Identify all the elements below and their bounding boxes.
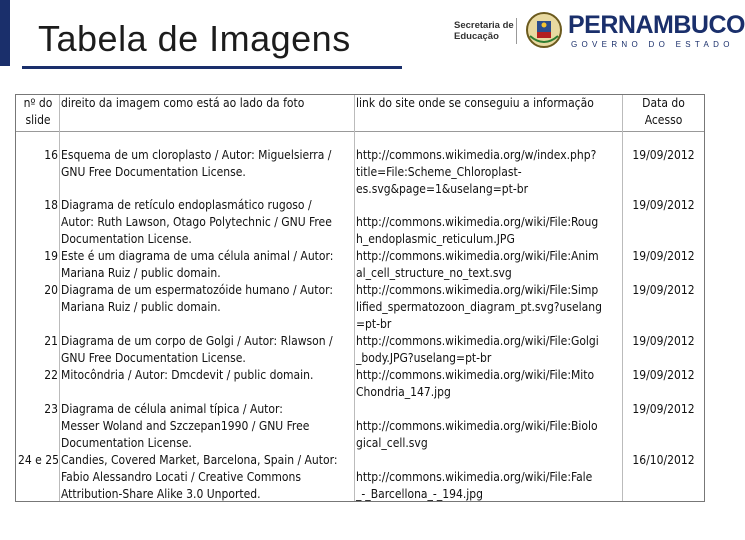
cell-link — [356, 197, 621, 248]
images-table — [15, 94, 705, 502]
cell-rights — [61, 282, 353, 316]
cell-slide-line: 24 e 25 — [18, 453, 59, 467]
secretaria-line1: Secretaria de — [454, 20, 514, 31]
cell-link-line — [356, 401, 621, 418]
cell-rights-line: Candies, Covered Market, Barcelona, Spain / Autor: — [61, 453, 338, 467]
cell-rights-line: Diagrama de um espermatozóide humano / Autor: — [61, 283, 333, 297]
cell-date — [623, 147, 704, 164]
cell-slide — [18, 452, 58, 469]
cell-slide-line: 19 — [44, 249, 58, 263]
cell-slide — [18, 367, 58, 384]
cell-link — [356, 333, 621, 367]
secretaria-line2: Educação — [454, 31, 499, 42]
header-slide-line1: nº do — [23, 96, 53, 110]
cell-link-line: al_cell_structure_no_text.svg — [356, 266, 512, 280]
header-slide-line2: slide — [25, 113, 51, 127]
cell-link-line: _-_Barcellona_-_194.jpg — [356, 487, 483, 501]
cell-link — [356, 147, 621, 198]
cell-link-line: http://commons.wikimedia.org/wiki/File:Mito — [356, 368, 595, 382]
cell-date — [623, 197, 704, 214]
cell-slide-line: 21 — [44, 334, 58, 348]
cell-date — [623, 282, 704, 299]
cell-slide-line: 23 — [44, 402, 58, 416]
cell-link-line: http://commons.wikimedia.org/wiki/File:Simp — [356, 283, 599, 297]
cell-date — [623, 333, 704, 350]
cell-rights-line: Mariana Ruiz / public domain. — [61, 300, 221, 314]
cell-rights-line: Attribution-Share Alike 3.0 Unported. — [61, 487, 261, 501]
logo-divider — [516, 18, 517, 44]
cell-rights — [61, 401, 353, 452]
header-rights: direito da imagem como está ao lado da foto — [61, 96, 305, 110]
cell-date-line: 19/09/2012 — [632, 334, 695, 348]
state-seal-icon — [524, 10, 564, 50]
title-block — [22, 0, 402, 69]
cell-rights — [61, 367, 353, 384]
cell-rights-line: Mitocôndria / Autor: Dmcdevit / public domain. — [61, 368, 314, 382]
cell-link-line — [356, 197, 621, 214]
cell-slide — [18, 282, 58, 299]
cell-rights-line: GNU Free Documentation License. — [61, 165, 246, 179]
cell-rights-line: Diagrama de um corpo de Golgi / Autor: Rlawson / — [61, 334, 333, 348]
cell-slide — [18, 248, 58, 265]
cell-rights — [61, 333, 353, 367]
cell-rights — [61, 147, 353, 181]
cell-rights-line: Autor: Ruth Lawson, Otago Polytechnic / GNU Free — [61, 215, 332, 229]
cell-rights-line: Documentation License. — [61, 232, 192, 246]
cell-link — [356, 401, 621, 452]
cell-link — [356, 367, 621, 401]
cell-slide — [18, 147, 58, 164]
cell-slide-line: 18 — [44, 198, 58, 212]
cell-rights-line: Documentation License. — [61, 436, 192, 450]
header-date-line2: Acesso — [644, 113, 683, 127]
cell-date-line: 16/10/2012 — [632, 453, 695, 467]
column-divider — [354, 95, 355, 501]
cell-link-line: http://commons.wikimedia.org/wiki/File:Biolo — [356, 419, 598, 433]
header-date-line1: Data do — [642, 96, 685, 110]
header-link: link do site onde se conseguiu a informação — [356, 96, 594, 110]
slide-header — [0, 0, 745, 76]
cell-rights-line: GNU Free Documentation License. — [61, 351, 246, 365]
brand-subtitle: GOVERNO DO ESTADO — [571, 40, 734, 49]
cell-date-line: 19/09/2012 — [632, 249, 695, 263]
cell-date — [623, 367, 704, 384]
cell-date-line: 19/09/2012 — [632, 283, 695, 297]
cell-link-line: h_endoplasmic_reticulum.JPG — [356, 232, 515, 246]
cell-link — [356, 248, 621, 282]
cell-slide — [18, 401, 58, 418]
cell-slide — [18, 333, 58, 350]
cell-slide-line: 22 — [44, 368, 58, 382]
cell-rights-line: Este é um diagrama de uma célula animal / Autor: — [61, 249, 334, 263]
header-date — [623, 95, 704, 129]
cell-link-line: http://commons.wikimedia.org/wiki/File:Roug — [356, 215, 599, 229]
cell-date-line: 19/09/2012 — [632, 148, 695, 162]
page-title: Tabela de Imagens — [38, 18, 351, 59]
cell-rights-line: Messer Woland and Szczepan1990 / GNU Free — [61, 419, 310, 433]
cell-link — [356, 452, 621, 503]
cell-rights-line: Mariana Ruiz / public domain. — [61, 266, 221, 280]
cell-link-line: http://commons.wikimedia.org/wiki/File:Fale — [356, 470, 593, 484]
cell-slide — [18, 197, 58, 214]
cell-rights — [61, 248, 353, 282]
cell-rights-line: Diagrama de retículo endoplasmático rugoso / — [61, 198, 312, 212]
cell-link-line — [356, 452, 621, 469]
cell-date — [623, 248, 704, 265]
cell-date — [623, 401, 704, 418]
cell-link — [356, 282, 621, 333]
cell-slide-line: 20 — [44, 283, 58, 297]
header-slide — [18, 95, 58, 129]
cell-link-line: http://commons.wikimedia.org/w/index.php? — [356, 148, 597, 162]
brand-name: PERNAMBUCO — [568, 11, 745, 39]
cell-link-line: lified_spermatozoon_diagram_pt.svg?uselang — [356, 300, 602, 314]
cell-link-line: es.svg&page=1&uselang=pt-br — [356, 182, 529, 196]
cell-rights-line: Fabio Alessandro Locati / Creative Commons — [61, 470, 301, 484]
cell-rights — [61, 452, 353, 503]
cell-date — [623, 452, 704, 469]
cell-rights-line: Diagrama de célula animal típica / Autor: — [61, 402, 283, 416]
cell-rights — [61, 197, 353, 248]
cell-date-line: 19/09/2012 — [632, 198, 695, 212]
cell-link-line: Chondria_147.jpg — [356, 385, 451, 399]
cell-date-line: 19/09/2012 — [632, 368, 695, 382]
cell-link-line: http://commons.wikimedia.org/wiki/File:Anim — [356, 249, 599, 263]
cell-link-line: title=File:Scheme_Chloroplast- — [356, 165, 522, 179]
cell-link-line: =pt-br — [356, 317, 392, 331]
column-divider — [59, 95, 60, 501]
secretaria-label — [454, 20, 514, 42]
cell-link-line: gical_cell.svg — [356, 436, 428, 450]
cell-rights-line: Esquema de um cloroplasto / Autor: Miguelsierra / — [61, 148, 332, 162]
cell-slide-line: 16 — [44, 148, 58, 162]
cell-link-line: _body.JPG?uselang=pt-br — [356, 351, 492, 365]
cell-date-line: 19/09/2012 — [632, 402, 695, 416]
cell-link-line: http://commons.wikimedia.org/wiki/File:Golgi — [356, 334, 599, 348]
